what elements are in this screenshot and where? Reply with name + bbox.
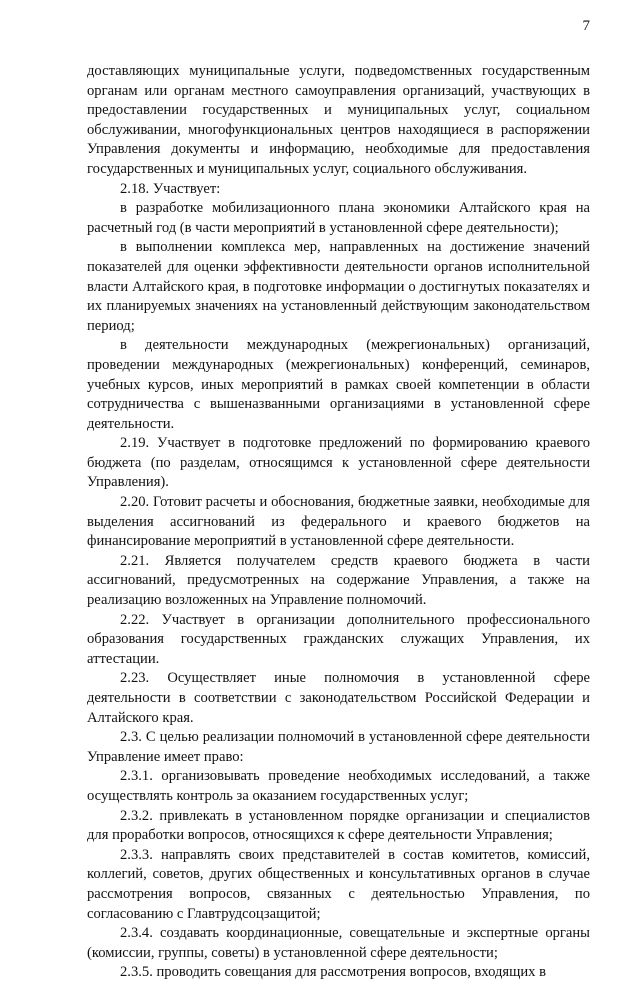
paragraph: в выполнении комплекса мер, направленных на достижение значений показателей для оценки эффективности деятельности органов исполнительной власти Алтайского края, в подготовке информации о достигнутых показателях и их планируемых значениях на установленный действующим законодательством период; xyxy=(87,239,590,334)
paragraph: 2.21. Является получателем средств краевого бюджета в части ассигнований, предусмотренных на содержание Управления, а также на реализацию возложенных на Управление полномочий. xyxy=(87,552,590,609)
paragraph: в разработке мобилизационного плана экономики Алтайского края на расчетный год (в части мероприятий в установленной сфере деятельности); xyxy=(87,200,590,236)
paragraph: 2.3.1. организовывать проведение необходимых исследований, а также осуществлять контроль за оказанием государственных услуг; xyxy=(87,768,590,804)
paragraph: 2.3.4. создавать координационные, совещательные и экспертные органы (комиссии, группы, советы) в установленной сфере деятельности; xyxy=(87,925,590,961)
paragraph: 2.18. Участвует: xyxy=(120,180,221,197)
page-number: 7 xyxy=(582,18,590,34)
paragraph: 2.3.2. привлекать в установленном порядке организации и специалистов для проработки вопросов, относящихся к сфере деятельности Управления; xyxy=(87,807,590,844)
paragraph: доставляющих муниципальные услуги, подведомственных государственным органам или органам местного самоуправления организаций, участвующих в предоставлении государственных и муниципальных услуг, социальном обслуживании, многофункциональных центров находящиеся в распоряжении Управления документы и информацию, необходимые для предоставления государственных и муниципальных услуг, социального обслуживания. xyxy=(87,63,590,177)
paragraph: 2.22. Участвует в организации дополнительного профессионального образования государственных гражданских служащих Управления, их аттестации. xyxy=(87,611,590,667)
document-body xyxy=(87,62,590,983)
paragraph: в деятельности международных (межрегиональных) организаций, проведении международных (межрегиональных) конференций, семинаров, учебных курсов, иных мероприятий в рамках своей компетенции в области сотрудничества с вышеназванными организациями в установленной сфере деятельности. xyxy=(87,337,590,432)
paragraph: 2.20. Готовит расчеты и обоснования, бюджетные заявки, необходимые для выделения ассигнований из федерального и краевого бюджетов на финансирование мероприятий в установленной сфере деятельности. xyxy=(87,494,590,550)
paragraph: 2.3.5. проводить совещания для рассмотрения вопросов, входящих в xyxy=(120,964,547,981)
paragraph: 2.3.3. направлять своих представителей в состав комитетов, комиссий, коллегий, советов, других общественных и консультативных органов в случае рассмотрения вопросов, связанных с деятельностью Управления, по согласованию с Главтрудсоцзащитой; xyxy=(87,846,590,922)
paragraph: 2.3. С целью реализации полномочий в установленной сфере деятельности Управление имеет право: xyxy=(87,729,590,765)
paragraph: 2.23. Осуществляет иные полномочия в установленной сфере деятельности в соответствии с законодательством Российской Федерации и Алтайского края. xyxy=(87,670,590,726)
paragraph: 2.19. Участвует в подготовке предложений по формированию краевого бюджета (по разделам, относящимся к установленной сфере деятельности Управления). xyxy=(87,435,590,491)
